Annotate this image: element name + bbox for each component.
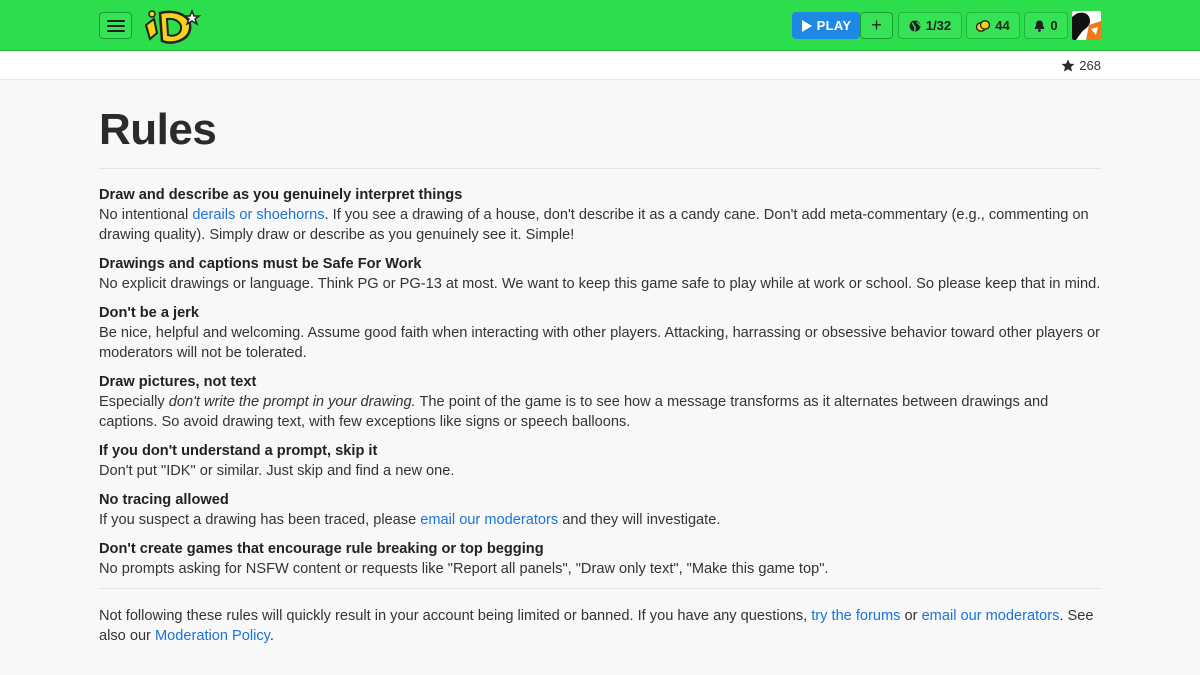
page-title: Rules [99,105,217,154]
notifications-button[interactable] [1024,12,1068,39]
rule-title: No tracing allowed [99,492,229,508]
rule-title: Draw and describe as you genuinely interpret things [99,187,463,203]
games-count: 1/32 [925,18,952,33]
footer-text: . [269,628,274,644]
rule-item [99,303,1101,363]
rule-item [99,539,1101,579]
derails-link[interactable]: derails or shoehorns [192,207,325,223]
rule-item [99,441,1101,481]
globe-icon [909,20,921,32]
plus-icon: + [871,15,882,35]
rule-title: If you don't understand a prompt, skip it [99,443,378,459]
rule-text-emphasis: don't write the prompt in your drawing. [168,394,416,410]
bell-icon [1034,20,1045,32]
user-avatar[interactable] [1072,11,1101,40]
add-game-button[interactable] [860,12,893,39]
forums-link[interactable]: try the forums [811,608,901,624]
footer-note [99,606,1101,646]
footer-text: . See also our [99,608,1094,644]
top-navbar [0,0,1200,51]
rule-text [99,392,1101,432]
rule-text: Be nice, helpful and welcoming. Assume good faith when interacting with other players. Attacking, harrassing or obsessive behavior toward other players or moderators will not be tolerated. [99,325,1101,361]
rule-title: Drawings and captions must be Safe For Work [99,256,422,272]
coins-count: 44 [995,18,1010,33]
rule-item [99,372,1101,432]
coins-button[interactable] [966,12,1020,39]
rule-text [99,205,1101,245]
rule-text [99,510,1101,530]
email-moderators-link[interactable]: email our moderators [420,512,559,528]
play-label: PLAY [816,18,852,33]
play-icon [801,20,812,32]
rule-text: Don't put "IDK" or similar. Just skip and find a new one. [99,463,455,479]
rule-text-part: If you suspect a drawing has been traced, please [99,512,421,528]
rule-text-part: No intentional [99,207,193,223]
rule-text: No prompts asking for NSFW content or requests like "Report all panels", "Draw only text", "Make this game top". [99,561,829,577]
rules-content [99,80,1101,646]
rule-title: Draw pictures, not text [99,374,257,390]
divider [99,168,1101,169]
star-icon [1061,59,1075,72]
stars-count: 268 [1079,58,1101,73]
rule-text-part: and they will investigate. [558,512,721,528]
rules-list [99,185,1101,579]
rule-title: Don't be a jerk [99,305,199,321]
rule-title: Don't create games that encourage rule breaking or top begging [99,541,544,557]
footer-text: Not following these rules will quickly result in your account being limited or banned. If you have any questions, [99,608,812,624]
coins-icon [976,20,990,32]
divider [99,588,1101,589]
email-moderators-footer-link[interactable]: email our moderators [921,608,1060,624]
rule-item [99,254,1101,294]
sub-header [0,52,1200,80]
rule-item [99,185,1101,245]
notifications-count: 0 [1050,18,1058,33]
games-counter-button[interactable] [898,12,962,39]
hamburger-menu-button[interactable] [99,12,132,39]
rule-item [99,490,1101,530]
rule-text-part: The point of the game is to see how a message transforms as it alternates between drawings and captions. So avoid drawing text, with few exceptions like signs or speech balloons. [99,394,1049,430]
footer-text: or [900,608,922,624]
rule-text-part: Especially [99,394,169,410]
rule-text: No explicit drawings or language. Think PG or PG-13 at most. We want to keep this game safe to play while at work or school. So please keep that in mind. [99,276,1101,292]
site-logo[interactable] [140,5,202,47]
rule-text-part: . If you see a drawing of a house, don't describe it as a candy cane. Don't add meta-commentary (e.g., commenting on drawing quality). Simply draw or describe as you genuinely see it. Simple! [99,207,1089,243]
play-button[interactable] [792,12,860,39]
stars-counter[interactable] [1061,58,1101,73]
moderation-policy-link[interactable]: Moderation Policy [154,628,270,644]
